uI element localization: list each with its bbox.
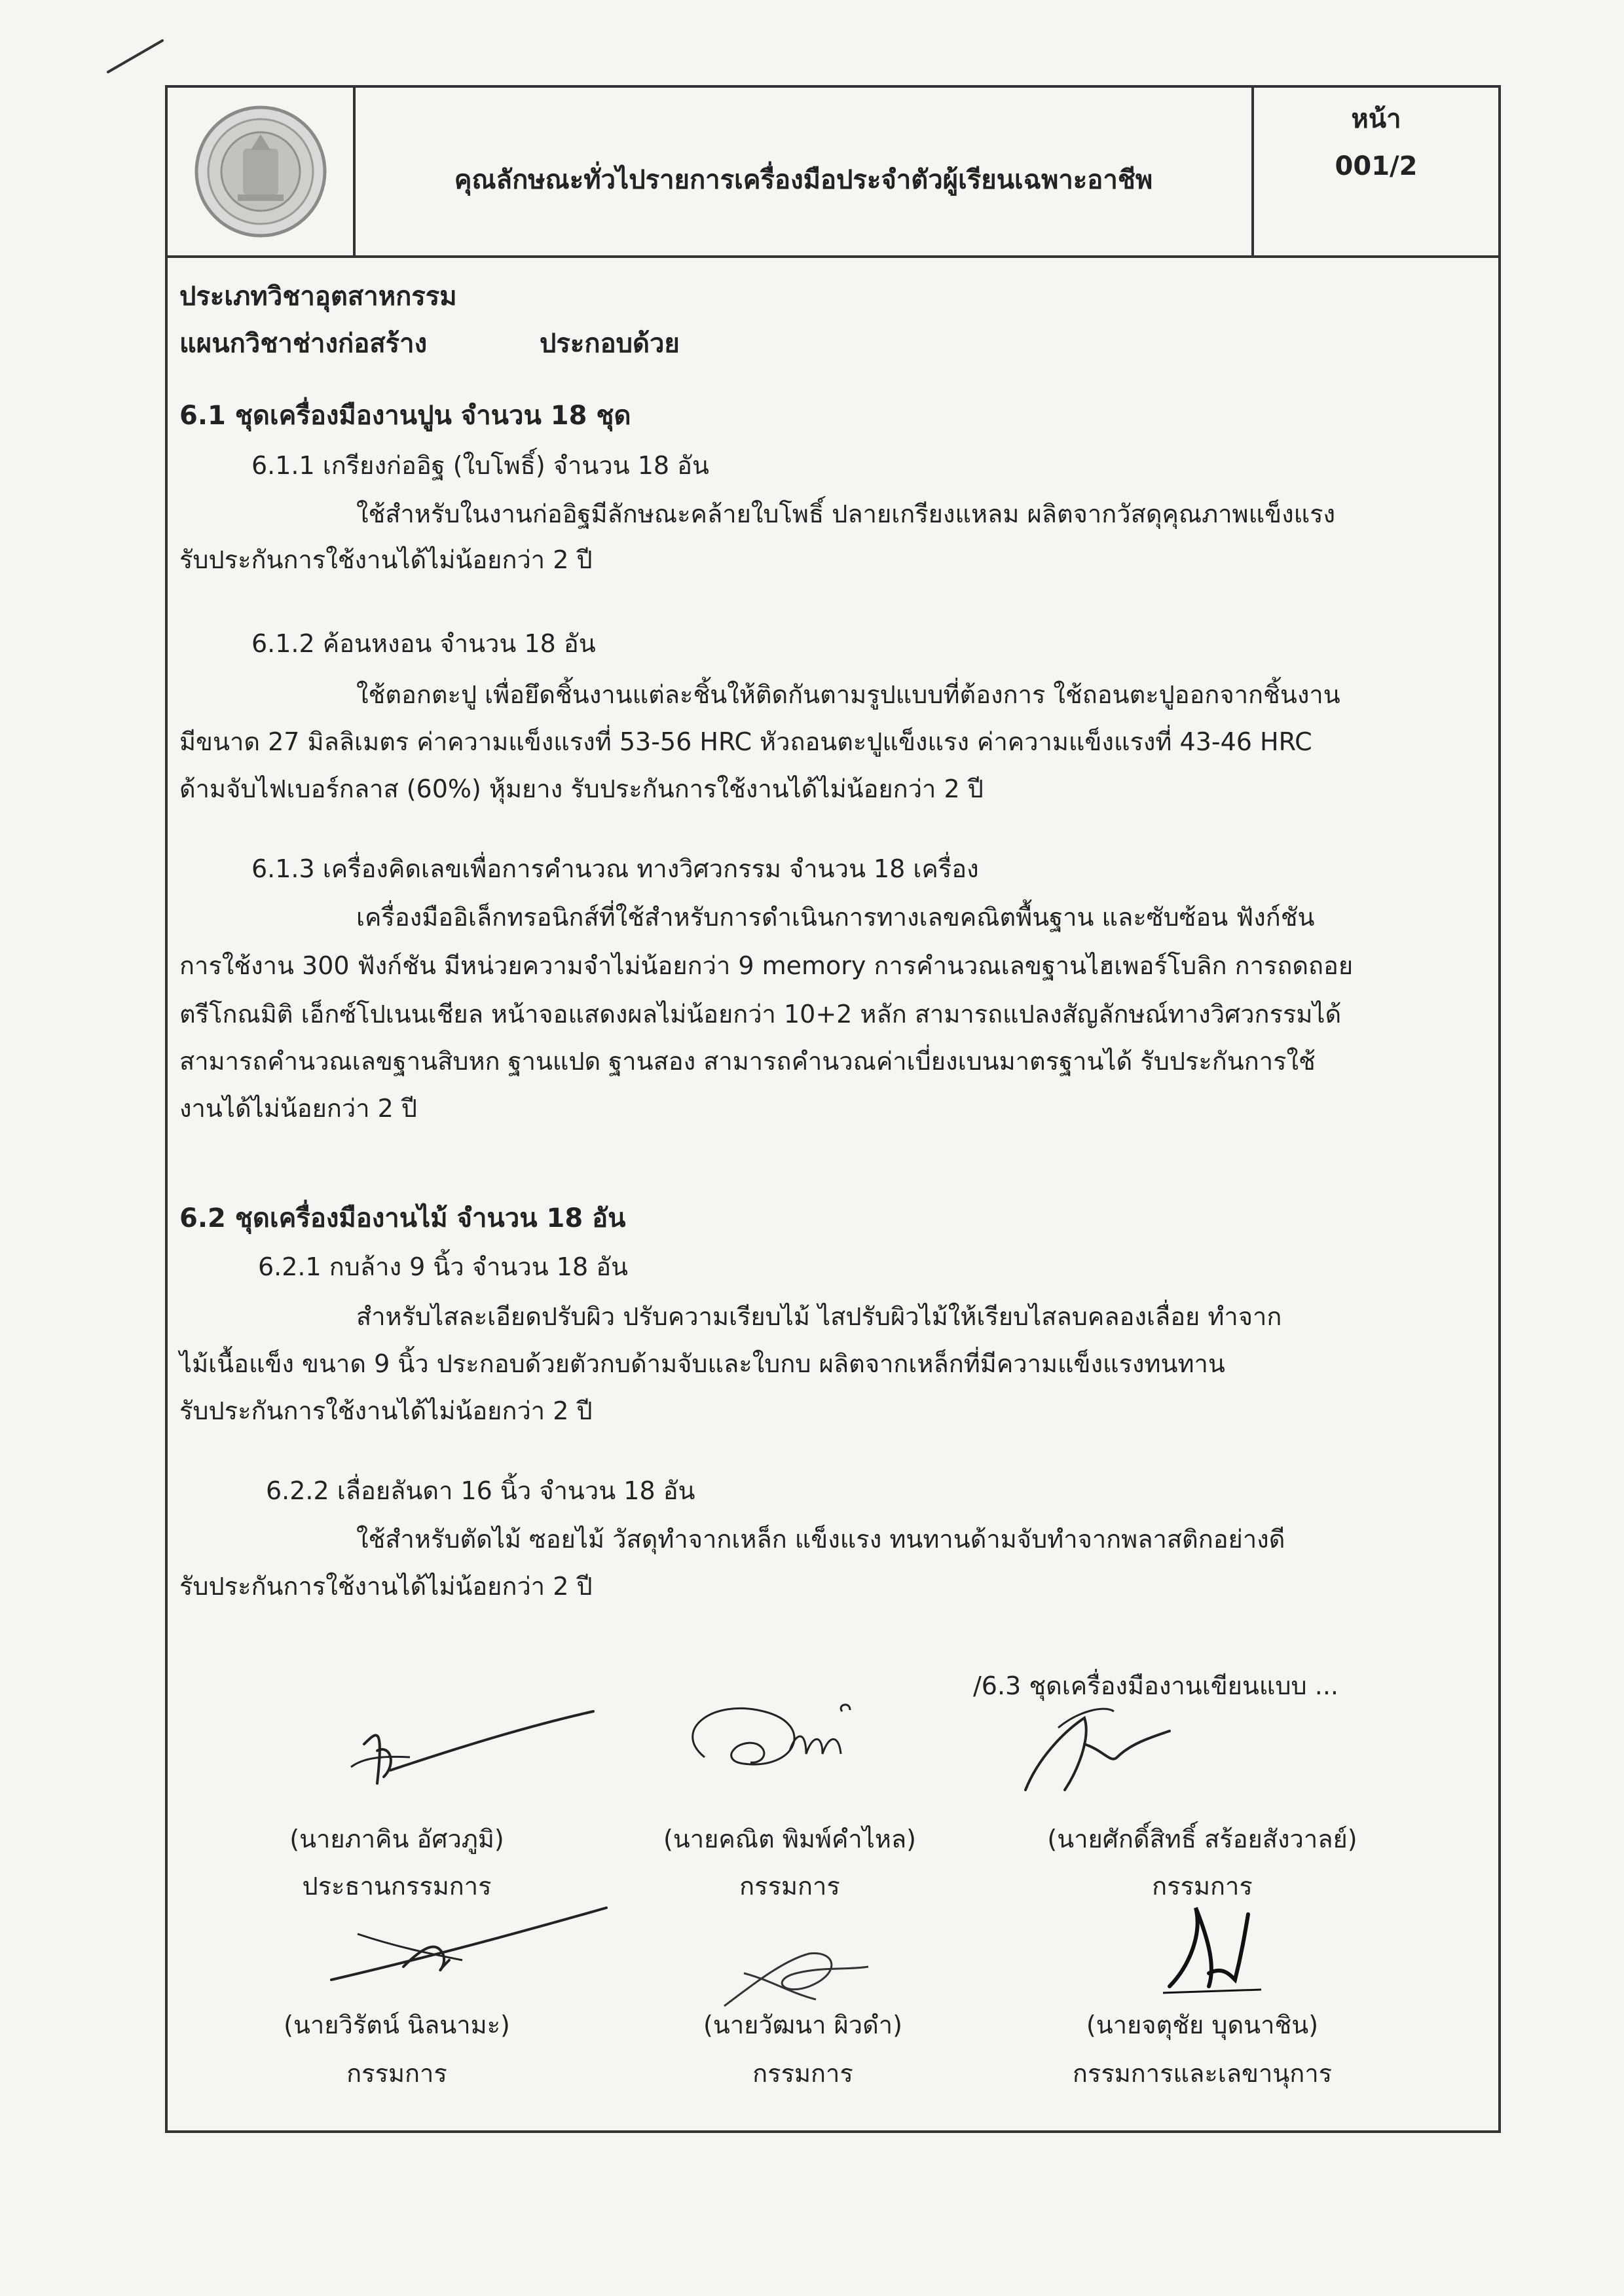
logo-cell: [168, 88, 356, 255]
signatory-name-5: (นายวัฒนา ผิวดำ): [703, 2011, 902, 2039]
institution-seal-icon: [192, 103, 329, 240]
document-header: [168, 88, 1498, 258]
continued-note: /6.3 ชุดเครื่องมืองานเขียนแบบ ...: [973, 1671, 1338, 1700]
signatory-role-1: ประธานกรรมการ: [302, 1872, 492, 1901]
document-title: คุณลักษณะทั่วไปรายการเครื่องมือประจำตัวผู้เรียนเฉพาะอาชีพ: [356, 88, 1254, 255]
item-6-1-3-line: งานได้ไม่น้อยกว่า 2 ปี: [179, 1094, 418, 1123]
document-frame: [165, 85, 1501, 2133]
signatory-role-3: กรรมการ: [1152, 1872, 1253, 1901]
signatory-name-2: (นายคณิต พิมพ์คำไหล): [663, 1825, 916, 1853]
signature-mark-1: [338, 1705, 613, 1810]
page-label: หน้า: [1351, 104, 1401, 134]
signature-mark-6: [1150, 1895, 1294, 1999]
item-6-1-3-line: การใช้งาน 300 ฟังก์ชัน มีหน่วยความจำไม่น้อยกว่า 9 memory การคำนวณเลขฐานไฮเพอร์โบลิก การถดถอย: [179, 951, 1354, 980]
signature-mark-2: [665, 1692, 914, 1796]
signatory-name-3: (นายศักดิ์สิทธิ์ สร้อยสังวาลย์): [1047, 1825, 1357, 1853]
signatory-role-2: กรรมการ: [739, 1872, 840, 1901]
intro-line-1: ประเภทวิชาอุตสาหกรรม: [179, 282, 457, 312]
item-6-2-2-line: รับประกันการใช้งานได้ไม่น้อยกว่า 2 ปี: [179, 1572, 593, 1601]
page-info: [1254, 88, 1498, 263]
item-6-1-3-line: ตรีโกณมิติ เอ็กซ์โปเนนเชียล หน้าจอแสดงผลไม่น้อยกว่า 10+2 หลัก สามารถแปลงสัญลักษณ์ทางวิศวกรรมได้: [179, 1000, 1342, 1029]
item-6-1-2-line: มีขนาด 27 มิลลิเมตร ค่าความแข็งแรงที่ 53-56 HRC หัวถอนตะปูแข็งแรง ค่าความแข็งแรงที่ 43-46 HRC: [179, 727, 1312, 756]
item-6-1-1-line: รับประกันการใช้งานได้ไม่น้อยกว่า 2 ปี: [179, 545, 593, 574]
signature-mark-4: [318, 1882, 737, 1993]
intro-suffix: ประกอบด้วย: [540, 329, 680, 359]
signatory-role-6: กรรมการและเลขานุการ: [1072, 2059, 1333, 2088]
item-6-2-1-line: สำหรับไสละเอียดปรับผิว ปรับความเรียบไม้ ไสปรับผิวไม้ให้เรียบไสลบคลองเลื่อย ทำจาก: [356, 1302, 1282, 1331]
signatory-role-4: กรรมการ: [346, 2059, 447, 2088]
item-6-1-2-line: ด้ามจับไฟเบอร์กลาส (60%) หุ้มยาง รับประกันการใช้งานได้ไม่น้อยกว่า 2 ปี: [179, 774, 984, 803]
item-6-2-1-title: 6.2.1 กบล้าง 9 นิ้ว จำนวน 18 อัน: [258, 1252, 629, 1281]
item-6-1-3-title: 6.1.3 เครื่องคิดเลขเพื่อการคำนวณ ทางวิศวกรรม จำนวน 18 เครื่อง: [251, 854, 979, 883]
item-6-1-3-line: เครื่องมืออิเล็กทรอนิกส์ที่ใช้สำหรับการดำเนินการทางเลขคณิตพื้นฐาน และซับซ้อน ฟังก์ชัน: [356, 903, 1315, 932]
item-6-1-2-title: 6.1.2 ค้อนหงอน จำนวน 18 อัน: [251, 629, 596, 658]
page-number: 001/2: [1335, 151, 1418, 181]
item-6-2-1-line: ไม้เนื้อแข็ง ขนาด 9 นิ้ว ประกอบด้วยตัวกบด้ามจับและใบกบ ผลิตจากเหล็กที่มีความแข็งแรงทนทาน: [179, 1349, 1225, 1378]
item-6-2-2-title: 6.2.2 เลื่อยลันดา 16 นิ้ว จำนวน 18 อัน: [266, 1476, 695, 1505]
section-6-1-title: 6.1 ชุดเครื่องมืองานปูน จำนวน 18 ชุด: [179, 401, 631, 431]
signatory-role-5: กรรมการ: [752, 2059, 853, 2088]
item-6-1-2-line: ใช้ตอกตะปู เพื่อยึดชิ้นงานแต่ละชิ้นให้ติดกันตามรูปแบบที่ต้องการ ใช้ถอนตะปูออกจากชิ้นงาน: [356, 680, 1340, 709]
item-6-2-1-line: รับประกันการใช้งานได้ไม่น้อยกว่า 2 ปี: [179, 1396, 593, 1425]
item-6-1-1-title: 6.1.1 เกรียงก่ออิฐ (ใบโพธิ์) จำนวน 18 อัน: [251, 451, 709, 480]
stray-pen-mark: [0, 0, 196, 92]
section-6-2-title: 6.2 ชุดเครื่องมืองานไม้ จำนวน 18 อัน: [179, 1203, 626, 1233]
item-6-2-2-line: ใช้สำหรับตัดไม้ ซอยไม้ วัสดุทำจากเหล็ก แข็งแรง ทนทานด้ามจับทำจากพลาสติกอย่างดี: [356, 1525, 1285, 1554]
item-6-1-1-line: ใช้สำหรับในงานก่ออิฐมีลักษณะคล้ายใบโพธิ์ ปลายเกรียงแหลม ผลิตจากวัสดุคุณภาพแข็งแรง: [356, 500, 1336, 528]
intro-dept: แผนกวิชาช่างก่อสร้าง: [179, 329, 428, 359]
signature-mark-3: [999, 1692, 1235, 1823]
item-6-1-3-line: สามารถคำนวณเลขฐานสิบหก ฐานแปด ฐานสอง สามารถคำนวณค่าเบี่ยงเบนมาตรฐานได้ รับประกันการใช้: [179, 1047, 1316, 1076]
signatory-name-6: (นายจตุชัย บุดนาชิน): [1086, 2011, 1319, 2039]
signatory-name-4: (นายวิรัตน์ นิลนามะ): [284, 2011, 510, 2039]
signatory-name-1: (นายภาคิน อัศวภูมิ): [289, 1825, 504, 1853]
